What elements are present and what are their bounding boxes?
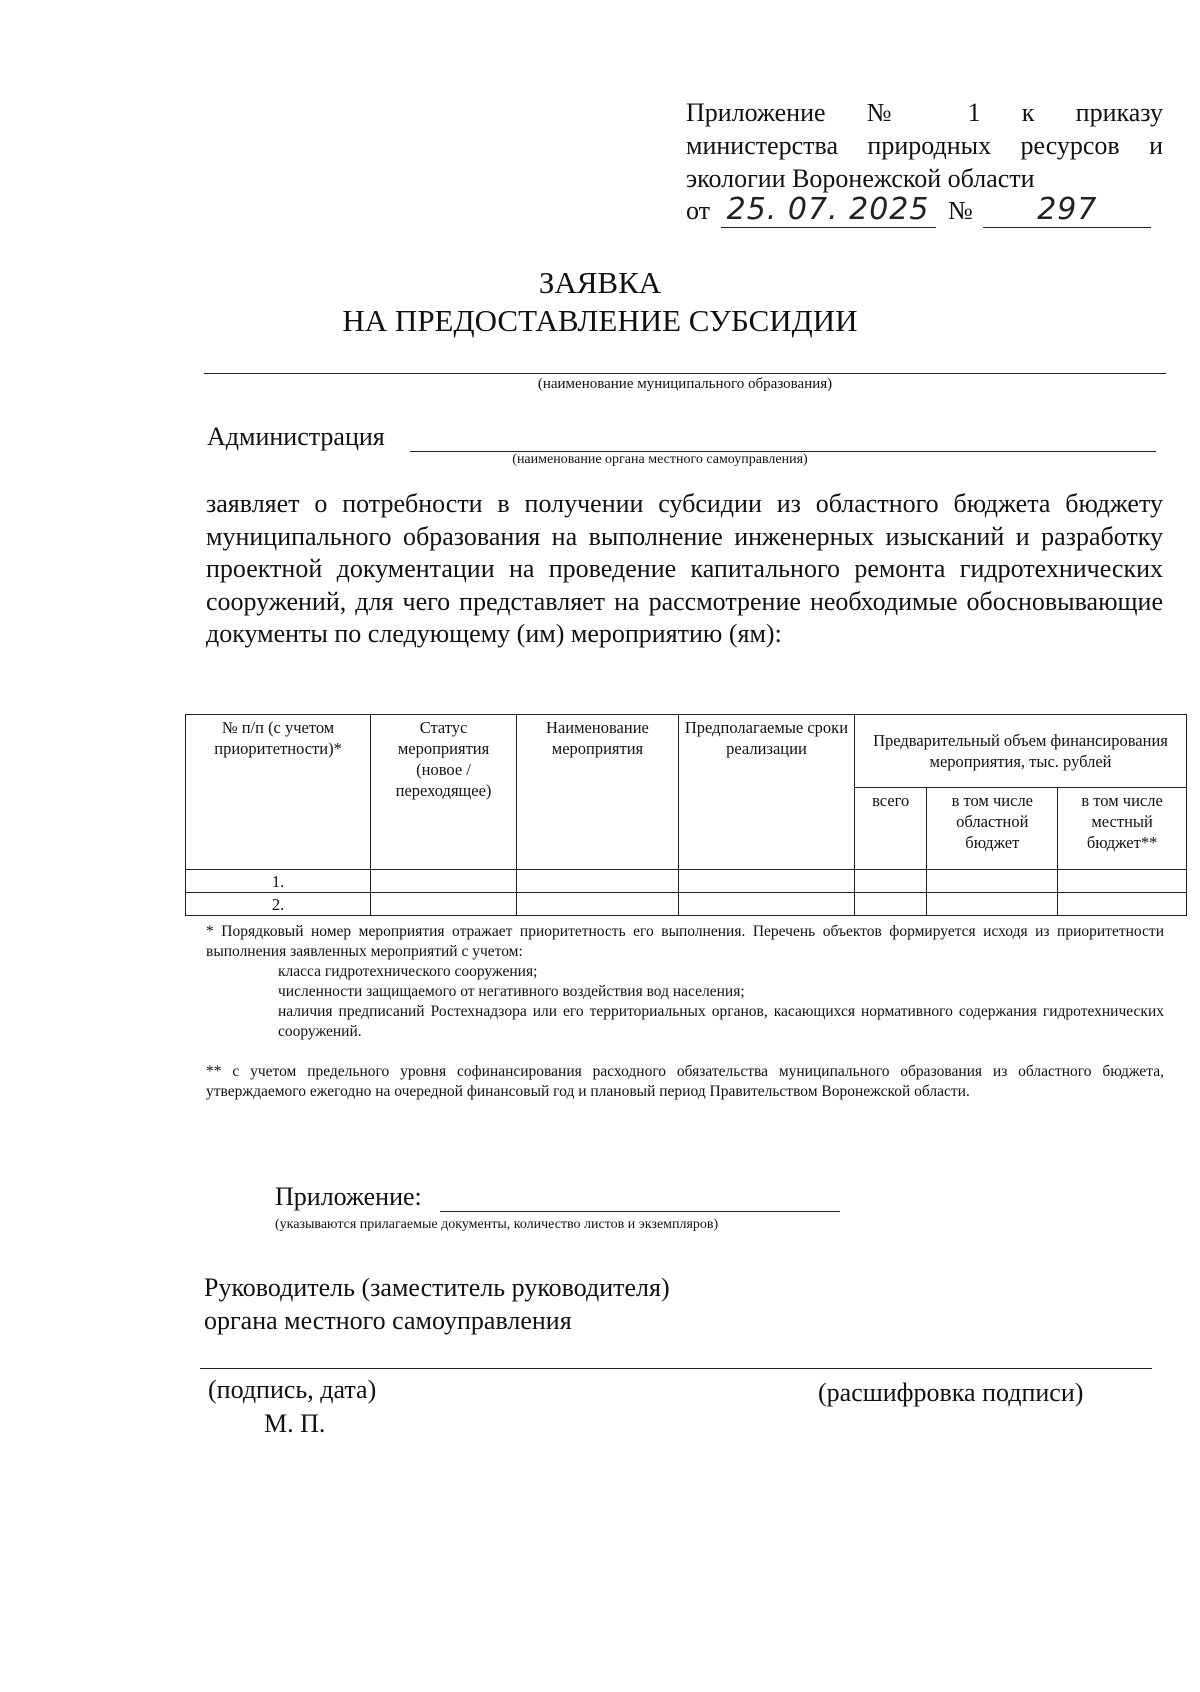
col-header-financing: Предварительный объем финансирования мероприятия, тыс. рублей — [854, 715, 1186, 788]
signature-left-caption: (подпись, дата) — [208, 1375, 377, 1404]
col-header-status: Статус мероприятия (новое / переходящее) — [371, 715, 517, 870]
number-value: 297 — [983, 192, 1151, 228]
header-word: № — [866, 98, 927, 127]
header-line-3: экологии Воронежской области — [686, 164, 1035, 193]
col-header-total: всего — [854, 788, 926, 870]
table-cell — [1058, 870, 1187, 893]
attachment-label: Приложение: — [275, 1182, 422, 1211]
header-word: Приложение — [686, 98, 826, 127]
table-row — [186, 870, 1187, 893]
header-word: 1 — [967, 98, 981, 127]
attachment-caption: (указываются прилагаемые документы, количество листов и экземпляров) — [275, 1217, 719, 1232]
footnote-item: класса гидротехнического сооружения; — [278, 963, 538, 980]
header-line-2 — [686, 131, 1163, 161]
table-cell — [927, 870, 1058, 893]
municipality-caption: (наименование муниципального образования) — [537, 376, 833, 392]
footnote-item: численности защищаемого от негативного воздействия вод населения; — [278, 983, 745, 1000]
header-word: министерства — [686, 131, 839, 160]
table-row — [186, 893, 1187, 916]
header-date-line — [686, 192, 1166, 228]
table-cell — [516, 870, 678, 893]
col-header-regional: в том числе областной бюджет — [927, 788, 1058, 870]
municipality-line — [204, 373, 1166, 374]
date-prefix: от — [686, 196, 711, 225]
footnote-star: * Порядковый номер мероприятия отражает приоритетность его выполнения. Перечень объектов формируется исходя из приоритетности выполнения заявленных мероприятий с учетом: — [206, 923, 1164, 960]
header-word: приказу — [1075, 98, 1164, 127]
col-header-name: Наименование мероприятия — [516, 715, 678, 870]
signatory-line-1: Руководитель (заместитель руководителя) — [204, 1273, 670, 1302]
table-cell — [371, 893, 517, 916]
row-number: 2. — [186, 893, 371, 916]
document-title: ЗАЯВКА — [538, 265, 662, 300]
table-cell — [854, 870, 926, 893]
attachment-line — [440, 1211, 840, 1212]
table-cell — [516, 893, 678, 916]
document-subtitle: НА ПРЕДОСТАВЛЕНИЕ СУБСИДИИ — [342, 303, 858, 338]
signatory-line-2: органа местного самоуправления — [204, 1306, 572, 1335]
header-word: к — [1021, 98, 1035, 127]
col-header-terms: Предполагаемые сроки реализации — [678, 715, 854, 870]
table-cell — [1058, 893, 1187, 916]
footnote-double-star: ** с учетом предельного уровня софинансирования расходного обязательства муниципального образования из областного бюджета, утверждаемого ежегодно на очередной финансовый год и плановый период Правительством Воронежской области. — [206, 1063, 1164, 1100]
table-cell — [371, 870, 517, 893]
date-value: 25. 07. 2025 — [721, 192, 936, 228]
activities-table — [185, 714, 1187, 916]
table-cell — [678, 893, 854, 916]
footnotes — [206, 922, 1164, 1102]
col-header-number: № п/п (с учетом приоритетности)* — [186, 715, 371, 870]
header-line-1 — [686, 98, 1163, 128]
table-cell — [854, 893, 926, 916]
col-header-local: в том числе местный бюджет** — [1058, 788, 1187, 870]
table-cell — [927, 893, 1058, 916]
administration-label: Администрация — [207, 422, 385, 451]
header-word: ресурсов — [1020, 131, 1120, 160]
signature-line — [200, 1368, 1152, 1369]
number-label: № — [948, 196, 973, 225]
header-word: и — [1149, 131, 1164, 160]
body-paragraph: заявляет о потребности в получении субсидии из областного бюджета бюджету муниципального образования на выполнение инженерных изысканий и разработку проектной документации на проведение капитального ремонта гидротехнических сооружений, для чего представляет на рассмотрение необходимые обосновывающие документы по следующему (им) мероприятию (ям): — [206, 489, 1163, 648]
stamp-placeholder: М. П. — [264, 1409, 326, 1438]
header-word: природных — [867, 131, 992, 160]
table-cell — [678, 870, 854, 893]
row-number: 1. — [186, 870, 371, 893]
signature-right-caption: (расшифровка подписи) — [818, 1378, 1084, 1407]
footnote-item: наличия предписаний Ростехнадзора или его территориальных органов, касающихся нормативного содержания гидротехнических сооружений. — [278, 1003, 1164, 1040]
administration-caption: (наименование органа местного самоуправления) — [512, 452, 808, 467]
